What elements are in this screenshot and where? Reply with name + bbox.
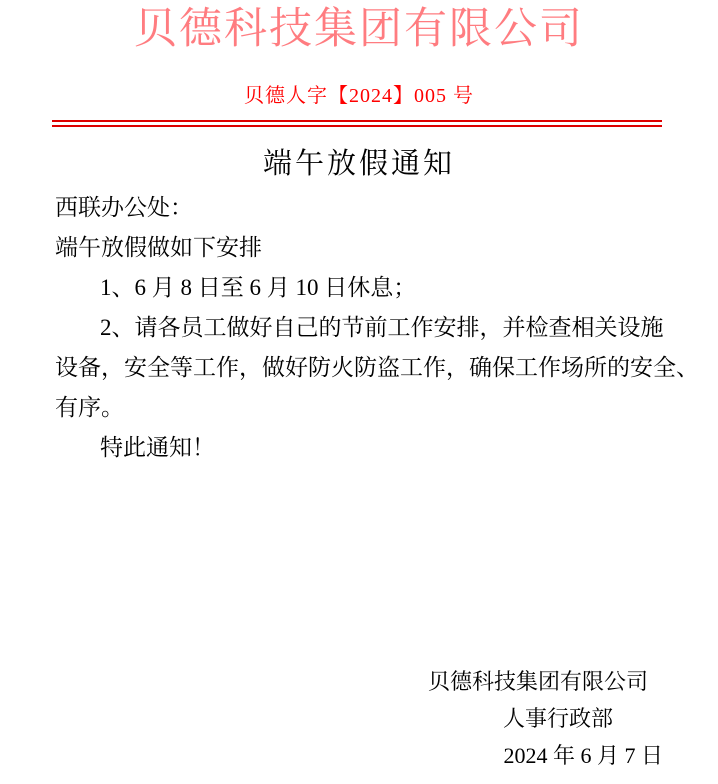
intro-line: 端午放假做如下安排: [55, 235, 262, 260]
signature-company: 贝德科技集团有限公司: [427, 669, 648, 694]
signature-block: [0, 663, 718, 774]
signature-department: 人事行政部: [502, 706, 613, 731]
salutation-line: 西联办公处：: [55, 195, 193, 220]
signature-date: 2024 年 6 月 7 日: [503, 743, 663, 768]
closing-line: 特此通知！: [100, 435, 215, 460]
item-2-line-1: 2、请各员工做好自己的节前工作安排，并检查相关设施: [100, 315, 664, 340]
item-1-line: 1、6 月 8 日至 6 月 10 日休息；: [100, 275, 417, 300]
item-2-line-2: 设备，安全等工作，做好防火防盗工作，确保工作场所的安全、: [55, 355, 699, 380]
item-2-line-3: 有序。: [55, 395, 124, 420]
document-number: 贝德人字【2024】005 号: [244, 85, 474, 107]
notice-title: 端午放假通知: [262, 148, 455, 180]
notice-body: [55, 188, 699, 468]
red-double-divider: [52, 120, 662, 127]
company-letterhead: 贝德科技集团有限公司: [134, 6, 584, 53]
